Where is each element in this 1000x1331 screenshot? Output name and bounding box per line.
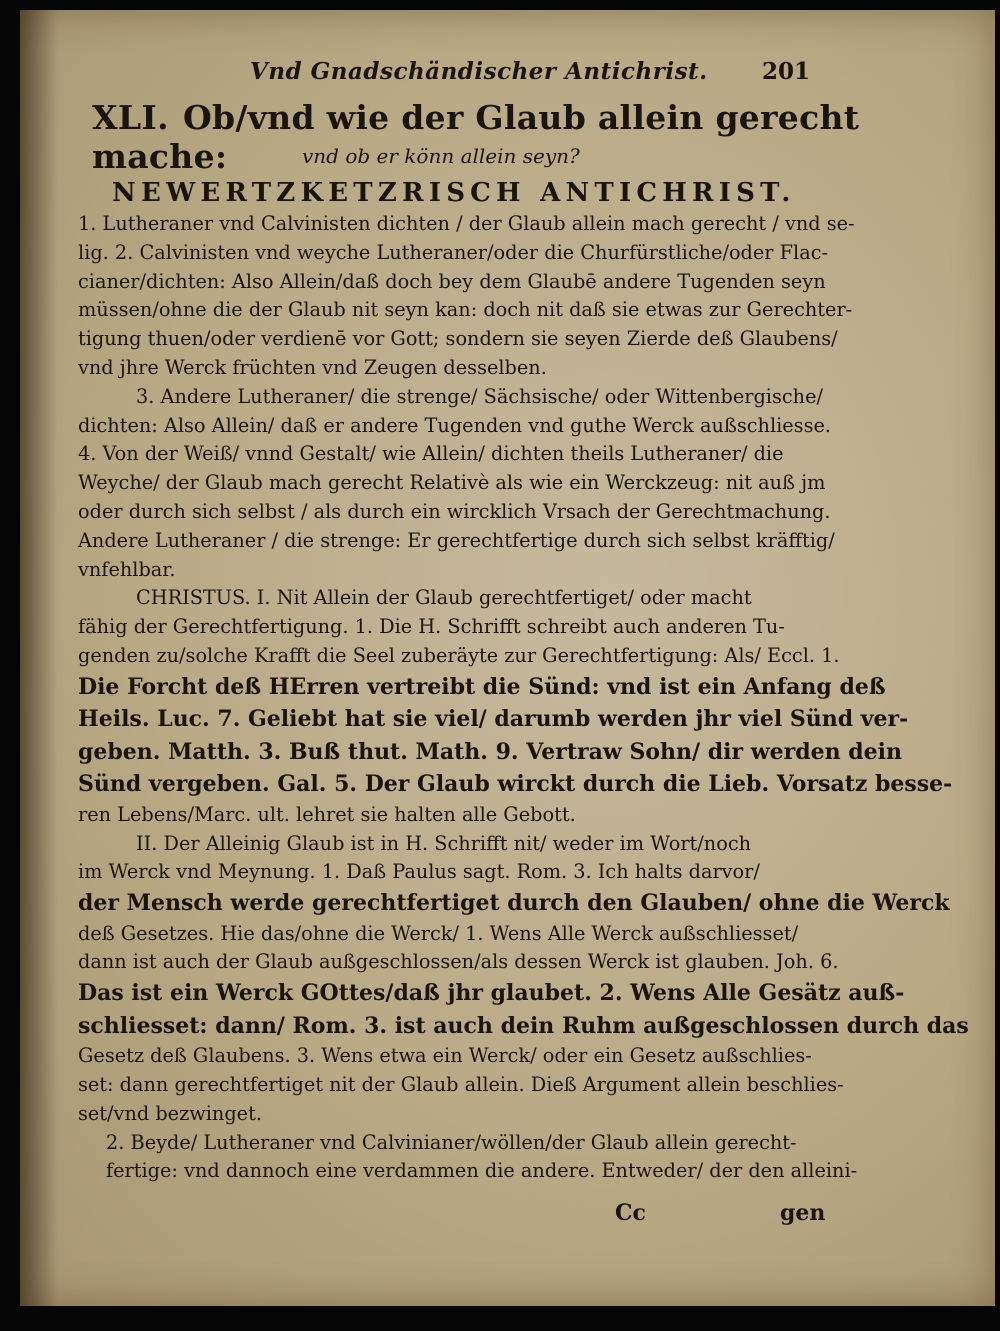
text-line: cianer/dichten: Also Allein/daß doch bey dem Glaubē andere Tugenden seyn [78, 269, 826, 293]
body-text [78, 210, 969, 1186]
text-line: oder durch sich selbst / als durch ein wircklich Vrsach der Gerechtmachung. [78, 499, 831, 523]
gutter-shadow [20, 10, 58, 1306]
text-line: dann ist auch der Glaub außgeschlossen/als dessen Werck ist glauben. Joh. 6. [78, 950, 839, 974]
text-line: vnd jhre Werck früchten vnd Zeugen desselben. [78, 355, 547, 379]
section-title: NEWERTZKETZRISCH ANTICHRIST. [112, 178, 796, 208]
signature-mark: Cc [615, 1200, 646, 1226]
book-page [20, 10, 995, 1306]
text-line: set: dann gerechtfertiget nit der Glaub allein. Dieß Argument allein beschlies- [78, 1073, 844, 1097]
text-line: fertige: vnd dannoch eine verdammen die andere. Entweder/ der den alleini- [106, 1159, 858, 1183]
text-line: Das ist ein Werck GOttes/daß jhr glaubet. 2. Wens Alle Gesätz auß- [78, 980, 905, 1007]
page-number: 201 [761, 58, 810, 85]
text-line: 4. Von der Weiß/ vnnd Gestalt/ wie Allein/ dichten theils Lutheraner/ die [78, 442, 784, 466]
text-line: vnfehlbar. [78, 557, 176, 581]
text-line: CHRISTUS. I. Nit Allein der Glaub gerechtfertiget/ oder macht [136, 586, 752, 610]
text-line: der Mensch werde gerechtfertiget durch den Glauben/ ohne die Werck [78, 890, 950, 917]
text-line: Sünd vergeben. Gal. 5. Der Glaub wirckt durch die Lieb. Vorsatz besse- [78, 771, 953, 798]
catchword: gen [780, 1200, 826, 1226]
text-line: dichten: Also Allein/ daß er andere Tugenden vnd guthe Werck außschliesse. [78, 413, 832, 437]
chapter-number: XLI. [92, 98, 169, 137]
text-line: Heils. Luc. 7. Geliebt hat sie viel/ darumb werden jhr viel Sünd ver- [78, 706, 909, 733]
text-line: Gesetz deß Glaubens. 3. Wens etwa ein Werck/ oder ein Gesetz außschlies- [78, 1044, 812, 1068]
text-line: 3. Andere Lutheraner/ die strenge/ Sächsische/ oder Wittenbergische/ [136, 384, 823, 408]
text-line: Andere Lutheraner / die strenge: Er gerechtfertige durch sich selbst kräfftig/ [78, 528, 835, 552]
text-line: schliesset: dann/ Rom. 3. ist auch dein Ruhm außgeschlossen durch das [78, 1012, 969, 1039]
text-line: lig. 2. Calvinisten vnd weyche Lutheraner/oder die Churfürstliche/oder Flac- [78, 240, 829, 264]
text-line: im Werck vnd Meynung. 1. Daß Paulus sagt. Rom. 3. Ich halts darvor/ [78, 860, 760, 884]
text-line: deß Gesetzes. Hie das/ohne die Werck/ 1. Wens Alle Werck außschliesset/ [78, 921, 799, 945]
text-line: 2. Beyde/ Lutheraner vnd Calvinianer/wöllen/der Glaub allein gerecht- [106, 1130, 797, 1154]
chapter-title: Ob/vnd wie der Glaub allein gerecht mache: [92, 98, 860, 176]
text-line: II. Der Alleinig Glaub ist in H. Schrifft nit/ weder im Wort/noch [136, 831, 752, 855]
text-line: Die Forcht deß HErren vertreibt die Sünd: vnd ist ein Anfang deß [78, 673, 886, 700]
text-line: fähig der Gerechtfertigung. 1. Die H. Schrifft schreibt auch anderen Tu- [78, 615, 785, 639]
text-line: set/vnd bezwinget. [78, 1101, 262, 1125]
text-line: 1. Lutheraner vnd Calvinisten dichten / der Glaub allein mach gerecht / vnd se- [78, 212, 855, 235]
text-line: müssen/ohne die der Glaub nit seyn kan: doch nit daß sie etwas zur Gerechter- [78, 298, 853, 322]
text-line: Weyche/ der Glaub mach gerecht Relativè als wie ein Werckzeug: nit auß jm [78, 471, 826, 495]
running-title: Vnd Gnadschändischer Antichrist. [250, 58, 708, 85]
text-line: geben. Matth. 3. Buß thut. Math. 9. Vertraw Sohn/ dir werden dein [78, 738, 903, 765]
text-line: genden zu/solche Krafft die Seel zuberäyte zur Gerechtfertigung: Als/ Eccl. 1. [78, 643, 840, 667]
chapter-subtitle: vnd ob er könn allein seyn? [302, 144, 580, 168]
text-line: ren Lebens/Marc. ult. lehret sie halten alle Gebott. [78, 802, 576, 826]
text-line: tigung thuen/oder verdienē vor Gott; sondern sie seyen Zierde deß Glaubens/ [78, 327, 838, 351]
